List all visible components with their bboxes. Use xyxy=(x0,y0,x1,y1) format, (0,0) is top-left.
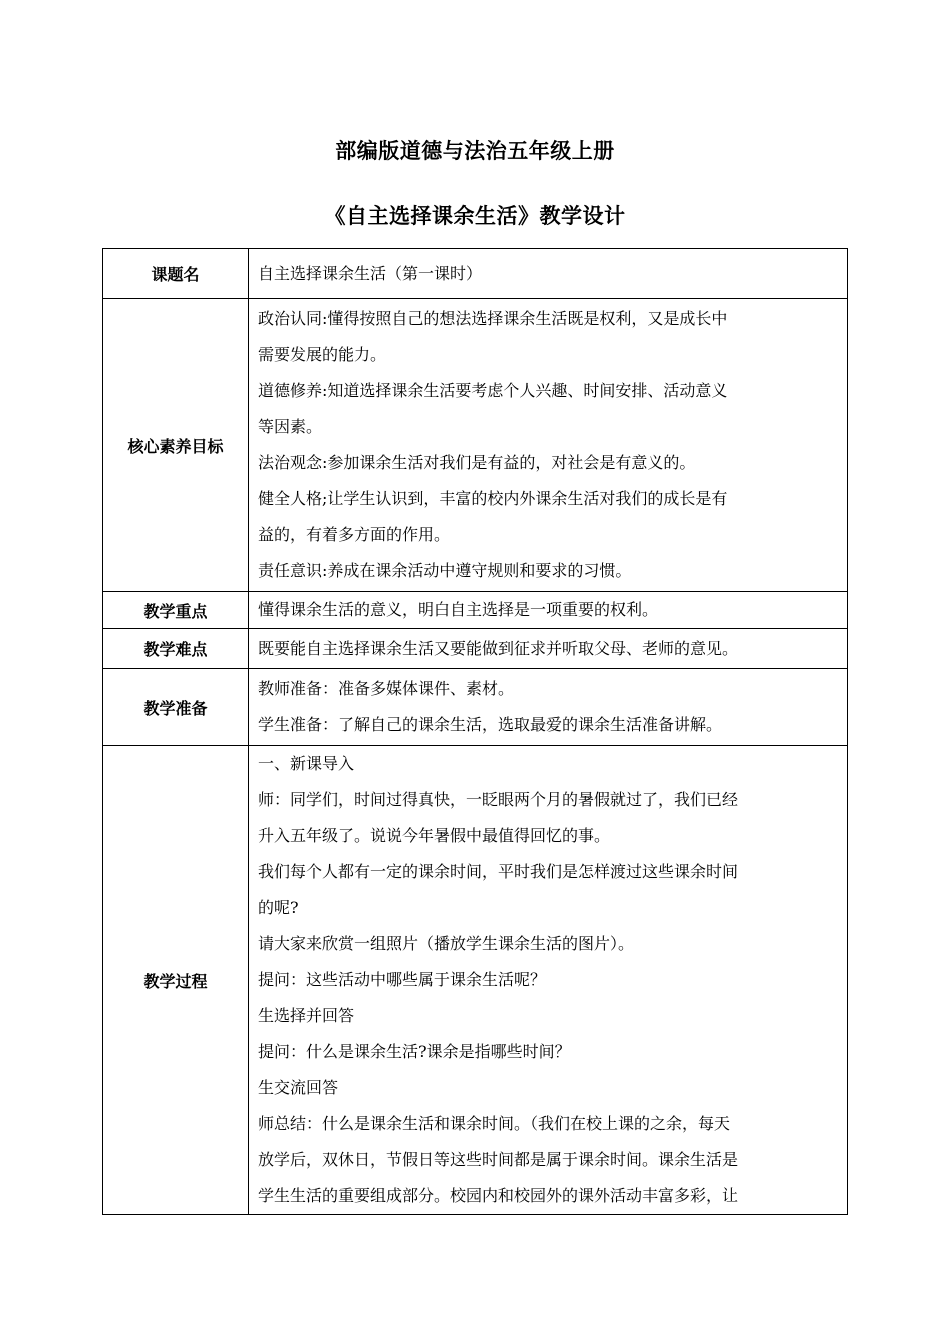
process-line: 提问：这些活动中哪些属于课余生活呢？ xyxy=(258,970,547,989)
table-row-difficulties xyxy=(103,629,848,669)
preparation-line: 教师准备：准备多媒体课件、素材。 xyxy=(258,679,515,698)
core-goals-line: 法治观念:参加课余生活对我们是有益的，对社会是有意义的。 xyxy=(258,453,696,472)
core-goals-line: 益的，有着多方面的作用。 xyxy=(258,525,451,544)
process-line: 生交流回答 xyxy=(258,1078,339,1097)
process-content xyxy=(249,746,848,1215)
process-line: 提问：什么是课余生活?课余是指哪些时间？ xyxy=(258,1042,571,1061)
table-row-preparation xyxy=(103,669,848,746)
process-line: 师总结：什么是课余生活和课余时间。（我们在校上课的之余，每天 xyxy=(258,1114,731,1133)
table-row-key-points xyxy=(103,592,848,629)
document-subtitle: 《自主选择课余生活》教学设计 xyxy=(324,204,626,228)
preparation-line: 学生准备：了解自己的课余生活，选取最爱的课余生活准备讲解。 xyxy=(258,715,723,734)
process-line: 一、新课导入 xyxy=(258,754,355,773)
core-goals-content xyxy=(249,299,848,592)
preparation-label: 教学准备 xyxy=(103,669,249,746)
process-line: 师：同学们，时间过得真快，一眨眼两个月的暑假就过了，我们已经 xyxy=(258,790,739,809)
document-title: 部编版道德与法治五年级上册 xyxy=(335,139,615,163)
process-line: 学生生活的重要组成部分。校园内和校园外的课外活动丰富多彩，让 xyxy=(258,1186,739,1205)
core-goals-line: 健全人格;让学生认识到，丰富的校内外课余生活对我们的成长是有 xyxy=(258,489,728,508)
difficulties-label: 教学难点 xyxy=(103,629,249,669)
core-goals-line: 政治认同:懂得按照自己的想法选择课余生活既是权利，又是成长中 xyxy=(258,309,728,328)
process-line: 升入五年级了。说说今年暑假中最值得回忆的事。 xyxy=(258,826,611,845)
table-row-process xyxy=(103,746,848,1215)
preparation-content xyxy=(249,669,848,746)
table-row-topic xyxy=(103,249,848,299)
topic-value: 自主选择课余生活（第一课时） xyxy=(249,249,848,299)
process-line: 我们每个人都有一定的课余时间，平时我们是怎样渡过这些课余时间 xyxy=(258,862,739,881)
key-points-value: 懂得课余生活的意义，明白自主选择是一项重要的权利。 xyxy=(249,592,848,629)
key-points-label: 教学重点 xyxy=(103,592,249,629)
process-line: 放学后，双休日，节假日等这些时间都是属于课余时间。课余生活是 xyxy=(258,1150,739,1169)
process-label: 教学过程 xyxy=(103,746,249,1215)
core-goals-label: 核心素养目标 xyxy=(103,299,249,592)
lesson-plan-table xyxy=(102,248,848,1215)
topic-label: 课题名 xyxy=(103,249,249,299)
table-row-core-goals xyxy=(103,299,848,592)
core-goals-line: 等因素。 xyxy=(258,417,323,436)
core-goals-line: 需要发展的能力。 xyxy=(258,345,387,364)
process-line: 请大家来欣赏一组照片（播放学生课余生活的图片）。 xyxy=(258,934,635,953)
difficulties-value: 既要能自主选择课余生活又要能做到征求并听取父母、老师的意见。 xyxy=(249,629,848,669)
core-goals-line: 责任意识:养成在课余活动中遵守规则和要求的习惯。 xyxy=(258,561,632,580)
process-line: 的呢? xyxy=(258,898,299,917)
process-line: 生选择并回答 xyxy=(258,1006,355,1025)
core-goals-line: 道德修养:知道选择课余生活要考虑个人兴趣、时间安排、活动意义 xyxy=(258,381,728,400)
